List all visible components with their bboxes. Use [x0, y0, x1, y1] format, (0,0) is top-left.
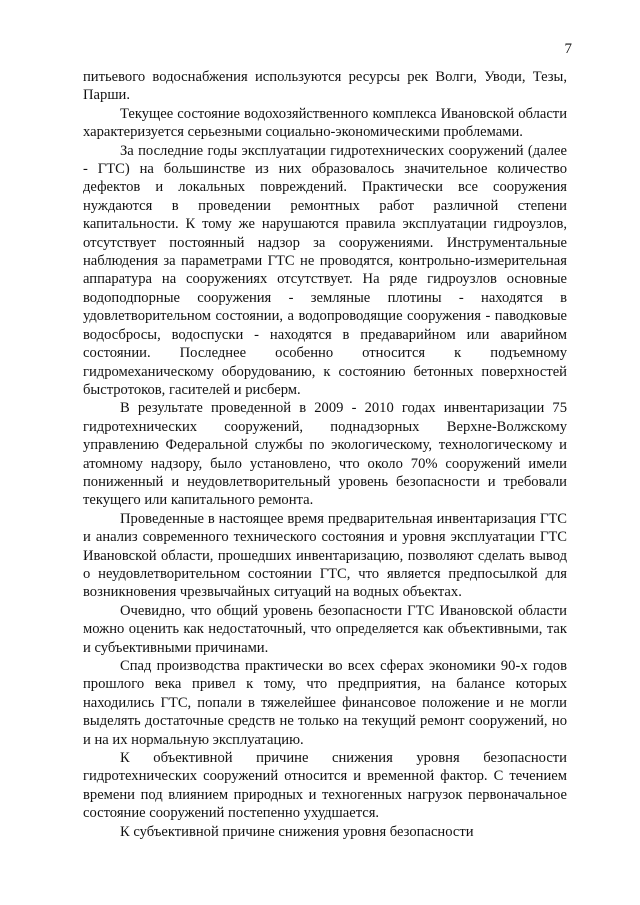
paragraph-continued: питьевого водоснабжения используются ресурсы рек Волги, Уводи, Тезы, Парши. [83, 69, 567, 104]
paragraph: За последние годы эксплуатации гидротехнических сооружений (далее - ГТС) на большинстве из них образовалось значительное количество дефектов и локальных повреждений. Практически все сооружения нуждаются в проведении ремонтных работ различной степени капитальности. К тому же нарушаются правила эксплуатации гидроузлов, отсутствует постоянный надзор за сооружениями. Инструментальные наблюдения за параметрами ГТС не проводятся, контрольно-измерительная аппаратура на сооружениях отсутствует. На ряде гидроузлов основные водоподпорные сооружения - земляные плотины - находятся в удовлетворительном состоянии, а водопроводящие сооружения - паводковые водосбросы, водоспуски - находятся в предаварийном или аварийном состоянии. Последнее особенно относится к подъемному гидромеханическому оборудованию, к состоянию бетонных поверхностей быстротоков, гасителей и рисберм. [83, 142, 567, 398]
paragraph: Очевидно, что общий уровень безопасности ГТС Ивановской области можно оценить как недостаточный, что определяется как объективными, так и субъективными причинами. [83, 602, 567, 656]
paragraph: Проведенные в настоящее время предварительная инвентаризация ГТС и анализ современного технического состояния и уровня эксплуатации ГТС Ивановской области, прошедших инвентаризацию, позволяют сделать вывод о неудовлетворительном состоянии ГТС, что является предпосылкой для возникновения чрезвычайных ситуаций на водных объектах. [83, 510, 567, 601]
paragraph: К объективной причине снижения уровня безопасности гидротехнических сооружений относится и временной фактор. С течением времени под влиянием природных и техногенных нагрузок первоначальное состояние сооружений постепенно ухудшается. [83, 750, 567, 822]
paragraph-truncated: К субъективной причине снижения уровня безопасности [120, 823, 474, 840]
body-text [83, 68, 567, 841]
paragraph: Спад производства практически во всех сферах экономики 90-х годов прошлого века привел к тому, что предприятия, на балансе которых находились ГТС, попали в тяжелейшее финансовое положение и не могли выделять достаточные средств не только на текущий ремонт сооружений, но и на их нормальную эксплуатацию. [83, 658, 567, 748]
page-number: 7 [564, 41, 572, 57]
paragraph: Текущее состояние водохозяйственного комплекса Ивановской области характеризуется серьезными социально-экономическими проблемами. [83, 105, 567, 141]
paragraph: В результате проведенной в 2009 - 2010 годах инвентаризации 75 гидротехнических сооружений, поднадзорных Верхне-Волжскому управлению Федеральной службы по экологическому, технологическому и атомному надзору, было установлено, что около 70% сооружений имели пониженный и неудовлетворительный уровень безопасности и требовали текущего или капитального ремонта. [83, 400, 567, 509]
